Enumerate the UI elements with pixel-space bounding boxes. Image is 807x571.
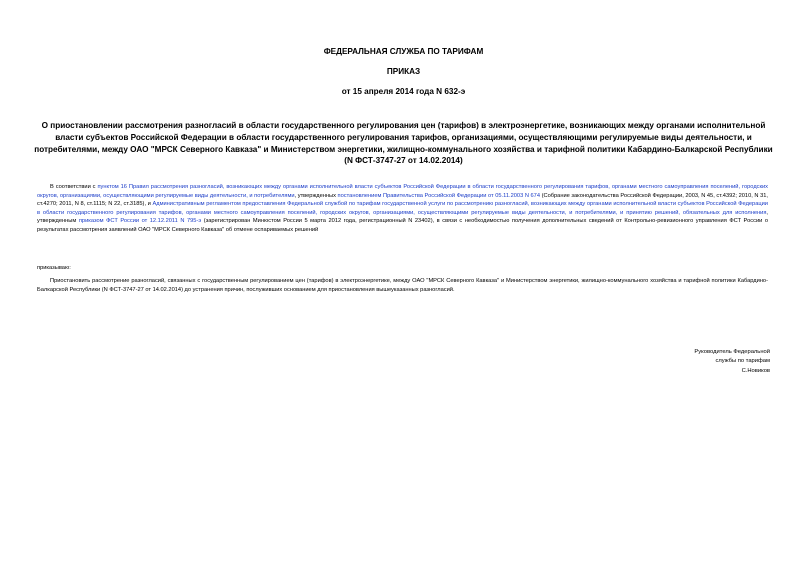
signature-name: С.Новиков bbox=[741, 367, 770, 374]
preamble-paragraph bbox=[37, 183, 768, 235]
preamble-text-2: , утвержденных bbox=[294, 192, 338, 199]
signature-position-line-2: службы по тарифам bbox=[715, 358, 770, 365]
preamble-text-3: (Собрание законодательства Российской Федерации, 2003, N 45, ст.4392; 2010, N 31, ст.4270; 2011, N 8, ст.1115; N 22, ст.3185), и bbox=[37, 192, 769, 208]
doc-type-heading: ПРИКАЗ bbox=[386, 67, 421, 76]
preamble-text-4: , утвержденным bbox=[37, 209, 768, 225]
order-word: приказываю: bbox=[37, 265, 71, 271]
administrative-regulation-link[interactable]: Административным регламентом предоставления Федеральной службой по тарифам государственной услуги по рассмотрению разногласий, возникающих между органами исполнительной власти субъектов Российской Федерации в области государственного регулирования тарифов, органами местного самоуправления поселений, городских округов, организациями, осуществляющими регулируемые виды деятельности, и потребителями, и принятию решений, обязательных для исполнения bbox=[37, 201, 768, 216]
date-number-heading: от 15 апреля 2014 года N 632-э bbox=[341, 87, 466, 96]
rules-link[interactable]: пунктом 16 Правил рассмотрения разногласий, возникающих между органами исполнительной власти субъектов Российской Федерации в области государственного регулирования тарифов, органами местного самоуправления поселений, городских округов, организациями, осуществляющими регулируемые виды деятельности, и потребителями bbox=[37, 184, 768, 199]
government-decree-link[interactable]: постановлением Правительства Российской Федерации от 05.11.2003 N 674 bbox=[337, 192, 541, 199]
agency-heading: ФЕДЕРАЛЬНАЯ СЛУЖБА ПО ТАРИФАМ bbox=[323, 47, 484, 56]
signature-position-line-1: Руководитель Федеральной bbox=[694, 349, 770, 355]
document-title: О приостановлении рассмотрения разногласий в области государственного регулирования цен (тарифов) в электроэнергетике, возникающих между органами исполнительной власти субъектов Российской Федерации в области государственного регулирования тарифов, организациями, осуществляющими регулируемые виды деятельности, и потребителями, между ОАО "МРСК Северного Кавказа" и Министерством энергетики, жилищно-коммунального хозяйства и тарифной политики Кабардино-Балкарской Республики (N ФСТ-3747-27 от 14.02.2014) bbox=[34, 121, 773, 166]
preamble-text-1: В соответствии с bbox=[50, 184, 98, 190]
order-paragraph: Приостановить рассмотрение разногласий, связанных с государственным регулированием цен (тарифов) в электроэнергетике, между ОАО "МРСК Северного Кавказа" и Министерством энергетики, жилищно-коммунального хозяйства и тарифной политики Кабардино-Балкарской Республики (N ФСТ-3747-27 от 14.02.2014) до устранения причин, послуживших основанием для приостановления вышеуказанных разногласий. bbox=[37, 278, 768, 293]
signature-block bbox=[570, 348, 770, 376]
fst-order-link[interactable]: приказом ФСТ России от 12.12.2011 N 795-э bbox=[78, 218, 202, 225]
preamble-text-5: (зарегистрирован Минюстом России 5 марта 2012 года, регистрационный N 23402), в связи с необходимостью получения дополнительных сведений от Контрольно-ревизионного управления ФСТ России о результатах рассмотрения заявлений ОАО "МРСК Северного Кавказа" об отмене оспариваемых решений bbox=[37, 218, 768, 233]
